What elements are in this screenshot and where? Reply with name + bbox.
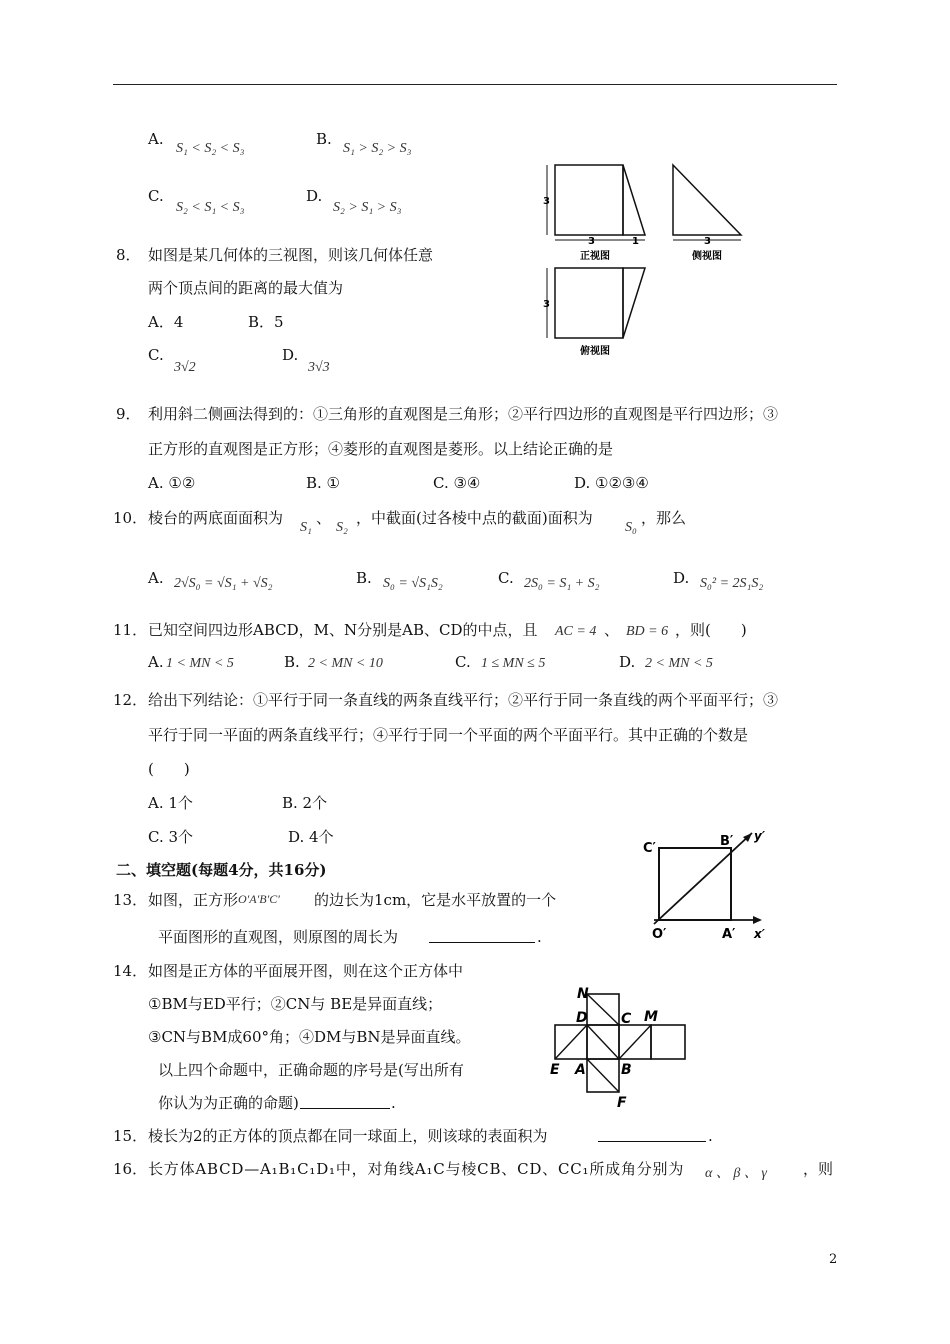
q13-line2: 平面图形的直观图，则原图的周长为 (158, 928, 399, 946)
top-view-label: 俯视图 (580, 346, 610, 357)
q11-option-b-expr: 2 < MN < 10 (308, 656, 383, 671)
q7-option-a-label: A. (148, 130, 164, 148)
q11-option-b-label: B. (284, 653, 300, 671)
q9-line2: 正方形的直观图是正方形；④菱形的直观图是菱形。以上结论正确的是 (148, 440, 614, 458)
label-x-prime: x′ (754, 927, 765, 941)
q9-line1: 利用斜二侧画法得到的：①三角形的直观图是三角形；②平行四边形的直观图是平行四边形；③ (148, 405, 779, 423)
q7-option-b-expr: S₁ > S₂ > S₃ (343, 141, 412, 156)
q7-option-c-expr: S₂ < S₁ < S₃ (176, 200, 245, 215)
q10-s1: S₁ (300, 520, 312, 535)
q11-text2: ，则( ) (675, 621, 747, 639)
net-label-b: B (621, 1062, 632, 1078)
q8-option-c-expr: 3√2 (174, 360, 196, 375)
q8-number: 8． (116, 246, 141, 264)
front-dim-3b: 3 (588, 236, 595, 247)
q11-option-c-expr: 1 ≤ MN ≤ 5 (481, 656, 546, 671)
q15-number: 15． (113, 1127, 148, 1145)
q9-number: 9． (116, 405, 141, 423)
q8-option-a: A．4 (148, 313, 184, 331)
q9-option-a: A. ①② (148, 474, 196, 492)
top-dim-3: 3 (543, 299, 550, 310)
q10-option-a-expr: 2√S₀ = √S₁ + √S₂ (174, 576, 273, 591)
q14-line2: ①BM与ED平行；②CN与 BE是异面直线； (148, 995, 443, 1013)
q10-option-b-label: B. (356, 569, 372, 587)
top-view-triangle (623, 268, 645, 338)
q14-line4: 以上四个命题中，正确命题的序号是(写出所有 (158, 1061, 464, 1079)
section2-title: 二、填空题(每题4分，共16分) (116, 861, 327, 879)
q10-number: 10． (113, 509, 148, 527)
q12-line1: 给出下列结论：①平行于同一条直线的两条直线平行；②平行于同一条直线的两个平面平行；③ (148, 691, 779, 709)
side-view-label: 侧视图 (692, 251, 722, 262)
net-label-f: F (617, 1095, 627, 1111)
side-view-triangle (673, 165, 741, 235)
label-c-prime: C′ (643, 841, 656, 856)
side-dim-3: 3 (704, 236, 711, 247)
cube-net-figure (545, 985, 695, 1112)
q10-option-a-label: A. (148, 569, 164, 587)
q11-bd: BD = 6 (626, 624, 669, 639)
q10-text2: ，中截面(过各棱中点的截面)面积为 (356, 509, 593, 527)
q13-number: 13． (113, 891, 148, 909)
q13-text2: 的边长为1cm，它是水平放置的一个 (314, 891, 557, 909)
q10-text3: ，那么 (641, 509, 687, 527)
q16-text: 长方体ABCD—A₁B₁C₁D₁中，对角线A₁C与棱CB、CD、CC₁所成角分别为 (148, 1160, 685, 1178)
q9-option-c: C. ③④ (433, 474, 481, 492)
net-label-c: C (621, 1011, 632, 1027)
q10-text1: 棱台的两底面面积为 (148, 509, 284, 527)
q7-option-c-label: C. (148, 187, 164, 205)
net-diag-center (587, 1025, 619, 1059)
q13-end: . (537, 928, 542, 946)
square-oblique-figure (640, 828, 775, 943)
label-a-prime: A′ (722, 927, 736, 942)
q10-s2: S₂ (336, 520, 348, 535)
q8-option-d-label: D. (282, 346, 299, 364)
q12-line2: 平行于同一平面的两条直线平行；④平行于同一个平面的两个平面平行。其中正确的个数是 (148, 726, 749, 744)
net-label-e: E (550, 1062, 560, 1078)
net-diag-left (555, 1025, 587, 1059)
q7-option-d-expr: S₂ > S₁ > S₃ (333, 200, 402, 215)
label-y-prime: y′ (754, 829, 765, 843)
net-label-n: N (577, 986, 589, 1002)
net-diag-top (587, 994, 619, 1025)
x-axis-arrow (753, 916, 762, 924)
q13-shape: O′A′B′C′ (238, 892, 280, 906)
front-dim-1: 1 (632, 236, 639, 247)
q10-option-c-label: C. (498, 569, 514, 587)
q9-option-b: B. ① (306, 474, 341, 492)
q12-option-b: B. 2个 (282, 794, 328, 812)
q14-answer-blank[interactable] (300, 1094, 390, 1109)
q14-line1: 如图是正方体的平面展开图，则在这个正方体中 (148, 962, 464, 980)
net-label-d: D (576, 1010, 588, 1026)
q8-line1: 如图是某几何体的三视图，则该几何体任意 (148, 246, 434, 264)
net-square-far-right (651, 1025, 685, 1059)
label-b-prime: B′ (720, 834, 734, 849)
q8-option-b: B．5 (248, 313, 284, 331)
q11-option-d-expr: 2 < MN < 5 (645, 656, 713, 671)
q14-number: 14． (113, 962, 148, 980)
front-view-square (555, 165, 623, 235)
q15-text: 棱长为2的正方体的顶点都在同一球面上，则该球的表面积为 (148, 1127, 548, 1145)
q14-end: . (391, 1094, 396, 1112)
q16-greek: α 、 β 、 γ (705, 1166, 767, 1181)
q8-line2: 两个顶点间的距离的最大值为 (148, 279, 344, 297)
front-view-label: 正视图 (580, 251, 610, 262)
three-view-figure (540, 158, 755, 363)
q11-option-d-label: D. (619, 653, 636, 671)
q15-answer-blank[interactable] (598, 1127, 706, 1142)
q12-option-c: C. 3个 (148, 828, 194, 846)
q9-option-d: D. ①②③④ (574, 474, 649, 492)
q12-line3: ( ) (148, 760, 190, 778)
q11-option-a-expr: 1 < MN < 5 (166, 656, 234, 671)
q12-number: 12． (113, 691, 148, 709)
q10-option-d-expr: S₀² = 2S₁S₂ (700, 576, 764, 591)
q15-end: . (708, 1127, 713, 1145)
q11-option-c-label: C. (455, 653, 471, 671)
q11-sep: 、 (604, 621, 620, 639)
top-view-square (555, 268, 623, 338)
q8-option-d-expr: 3√3 (308, 360, 330, 375)
q13-answer-blank[interactable] (429, 928, 535, 943)
q10-option-b-expr: S₀ = √S₁S₂ (383, 576, 443, 591)
q14-line3: ③CN与BM成60°角；④DM与BN是异面直线。 (148, 1028, 471, 1046)
net-diag-bottom (587, 1059, 619, 1092)
net-label-a: A (575, 1062, 586, 1078)
page-number: 2 (829, 1252, 838, 1267)
net-label-m: M (644, 1009, 658, 1025)
q7-option-d-label: D. (306, 187, 323, 205)
header-rule (113, 84, 837, 85)
y-axis-line (654, 833, 752, 924)
q10-sep: 、 (316, 509, 332, 527)
q10-option-c-expr: 2S₀ = S₁ + S₂ (524, 576, 600, 591)
q8-option-c-label: C. (148, 346, 164, 364)
q10-s0: S₀ (625, 520, 637, 535)
q16-end: ，则 (803, 1160, 834, 1178)
q11-number: 11． (113, 621, 148, 639)
q12-option-a: A. 1个 (148, 794, 193, 812)
label-o-prime: O′ (652, 927, 667, 942)
net-diag-right (619, 1025, 651, 1059)
q11-option-a-label: A. (148, 653, 164, 671)
q10-option-d-label: D. (673, 569, 690, 587)
front-view-triangle (623, 165, 645, 235)
q12-option-d: D. 4个 (288, 828, 334, 846)
q13-text1: 如图，正方形 (148, 891, 239, 909)
q16-number: 16． (113, 1160, 148, 1178)
q11-text1: 已知空间四边形ABCD，M、N分别是AB、CD的中点，且 (148, 621, 538, 639)
q7-option-a-expr: S₁ < S₂ < S₃ (176, 141, 245, 156)
front-dim-3: 3 (543, 196, 550, 207)
q11-ac: AC = 4 (555, 624, 597, 639)
q7-option-b-label: B. (316, 130, 332, 148)
q14-line5: 你认为为正确的命题) (158, 1094, 299, 1112)
